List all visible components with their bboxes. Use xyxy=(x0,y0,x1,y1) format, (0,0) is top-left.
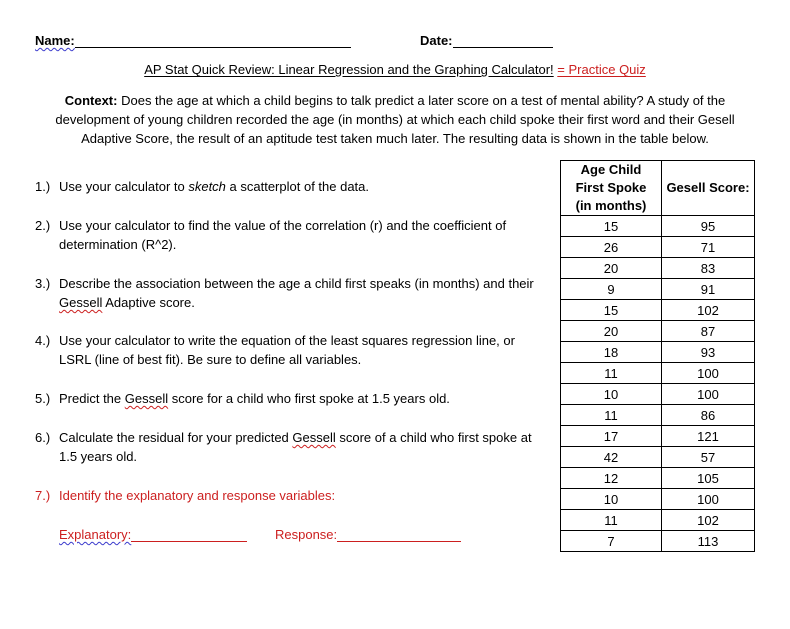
question-7 xyxy=(35,486,540,505)
cell-age: 10 xyxy=(561,489,662,510)
cell-gesell: 102 xyxy=(662,300,755,321)
question-text xyxy=(59,389,537,408)
question-text xyxy=(59,274,537,312)
explanatory-field[interactable] xyxy=(59,526,247,542)
explanatory-label: Explanatory: xyxy=(59,527,132,542)
table-row xyxy=(561,447,755,468)
cell-age: 15 xyxy=(561,300,662,321)
question-1 xyxy=(35,177,540,196)
question-2 xyxy=(35,216,540,254)
table-row xyxy=(561,237,755,258)
table-row xyxy=(561,363,755,384)
cell-gesell: 105 xyxy=(662,468,755,489)
question-number: 7.) xyxy=(35,488,51,503)
date-field[interactable] xyxy=(420,32,553,48)
question-text-emphasis: sketch xyxy=(188,179,226,194)
table-row xyxy=(561,321,755,342)
name-field[interactable] xyxy=(35,32,351,48)
question-text xyxy=(59,177,537,196)
question-5 xyxy=(35,389,540,408)
cell-gesell: 113 xyxy=(662,531,755,552)
name-label: Name: xyxy=(35,33,75,48)
cell-gesell: 57 xyxy=(662,447,755,468)
context-text: Does the age at which a child begins to talk predict a later score on a test of mental ability? A study of the development of young children recorded the age (in months) at which each child spoke their first word and their Gesell Adaptive Score, the result of an aptitude test taken much later. The resulting data is shown in the table below. xyxy=(55,93,735,146)
col-gesell-header: Gesell Score: xyxy=(662,161,755,216)
table-row xyxy=(561,531,755,552)
title-suffix: = Practice Quiz xyxy=(557,62,646,77)
question-text-misspelled: Gessell xyxy=(124,391,169,406)
question-text-pre: Calculate the residual for your predicted xyxy=(59,430,293,445)
page-title xyxy=(0,62,790,77)
cell-gesell: 95 xyxy=(662,216,755,237)
cell-gesell: 86 xyxy=(662,405,755,426)
table-row xyxy=(561,342,755,363)
question-number: 4.) xyxy=(35,333,51,348)
col-age-header-line: First Spoke xyxy=(575,180,647,195)
cell-age: 26 xyxy=(561,237,662,258)
table-body xyxy=(561,216,755,552)
cell-gesell: 100 xyxy=(662,489,755,510)
cell-age: 17 xyxy=(561,426,662,447)
cell-age: 12 xyxy=(561,468,662,489)
cell-gesell: 93 xyxy=(662,342,755,363)
table-row xyxy=(561,300,755,321)
cell-age: 11 xyxy=(561,510,662,531)
table-row xyxy=(561,216,755,237)
cell-gesell: 87 xyxy=(662,321,755,342)
question-3 xyxy=(35,274,540,312)
table-row xyxy=(561,510,755,531)
cell-age: 10 xyxy=(561,384,662,405)
question-text-post: Adaptive score. xyxy=(102,295,195,310)
cell-age: 42 xyxy=(561,447,662,468)
question-text-misspelled: Gessell xyxy=(59,295,103,310)
table-row xyxy=(561,426,755,447)
cell-gesell: 100 xyxy=(662,363,755,384)
cell-age: 11 xyxy=(561,363,662,384)
question-4 xyxy=(35,331,540,369)
response-blank[interactable] xyxy=(337,526,461,542)
cell-age: 20 xyxy=(561,321,662,342)
question-text-post: a scatterplot of the data. xyxy=(225,179,370,194)
table-row xyxy=(561,489,755,510)
question-text: Use your calculator to write the equation of the least squares regression line, or LSRL (line of best fit). Be sure to define all variables. xyxy=(59,333,515,367)
cell-age: 20 xyxy=(561,258,662,279)
date-label: Date: xyxy=(420,33,453,48)
cell-age: 11 xyxy=(561,405,662,426)
col-age-header-line: (in months) xyxy=(575,198,647,213)
table-header-row xyxy=(561,161,755,216)
title-main: AP Stat Quick Review: Linear Regression and the Graphing Calculator! xyxy=(144,62,554,77)
table-row xyxy=(561,258,755,279)
cell-gesell: 71 xyxy=(662,237,755,258)
cell-age: 15 xyxy=(561,216,662,237)
question-text-pre: Use your calculator to xyxy=(59,179,189,194)
question-text-pre: Predict the xyxy=(59,391,125,406)
date-blank[interactable] xyxy=(453,32,553,48)
question-number: 2.) xyxy=(35,218,51,233)
question-text: Use your calculator to find the value of the correlation (r) and the coefficient of determination (R^2). xyxy=(59,218,507,252)
data-table xyxy=(560,160,755,552)
table-row xyxy=(561,468,755,489)
explanatory-blank[interactable] xyxy=(131,526,247,542)
cell-age: 9 xyxy=(561,279,662,300)
question-text xyxy=(59,428,537,466)
context-label: Context: xyxy=(64,93,118,108)
question-6 xyxy=(35,428,540,466)
cell-age: 7 xyxy=(561,531,662,552)
cell-gesell: 102 xyxy=(662,510,755,531)
cell-gesell: 100 xyxy=(662,384,755,405)
cell-age: 18 xyxy=(561,342,662,363)
question-text-misspelled: Gessell xyxy=(292,430,336,445)
col-age-header xyxy=(561,161,662,216)
table-row xyxy=(561,384,755,405)
table-row xyxy=(561,405,755,426)
question-number: 6.) xyxy=(35,430,51,445)
table-row xyxy=(561,279,755,300)
question-number: 3.) xyxy=(35,276,51,291)
question-text-post: score of a child who first spoke at 1.5 years old. xyxy=(59,430,532,464)
question-text-post: score for a child who first spoke at 1.5 years old. xyxy=(168,391,450,406)
question-number: 1.) xyxy=(35,179,51,194)
question-text-pre: Describe the association between the age a child first speaks (in months) and their xyxy=(59,276,534,291)
name-blank[interactable] xyxy=(75,32,351,48)
question-number: 5.) xyxy=(35,391,51,406)
cell-gesell: 83 xyxy=(662,258,755,279)
response-field[interactable] xyxy=(275,526,461,542)
context-paragraph xyxy=(30,91,760,148)
question-text: Identify the explanatory and response variables: xyxy=(59,488,336,503)
response-label: Response: xyxy=(275,527,338,542)
cell-gesell: 121 xyxy=(662,426,755,447)
cell-gesell: 91 xyxy=(662,279,755,300)
col-age-header-line: Age Child xyxy=(580,162,642,177)
